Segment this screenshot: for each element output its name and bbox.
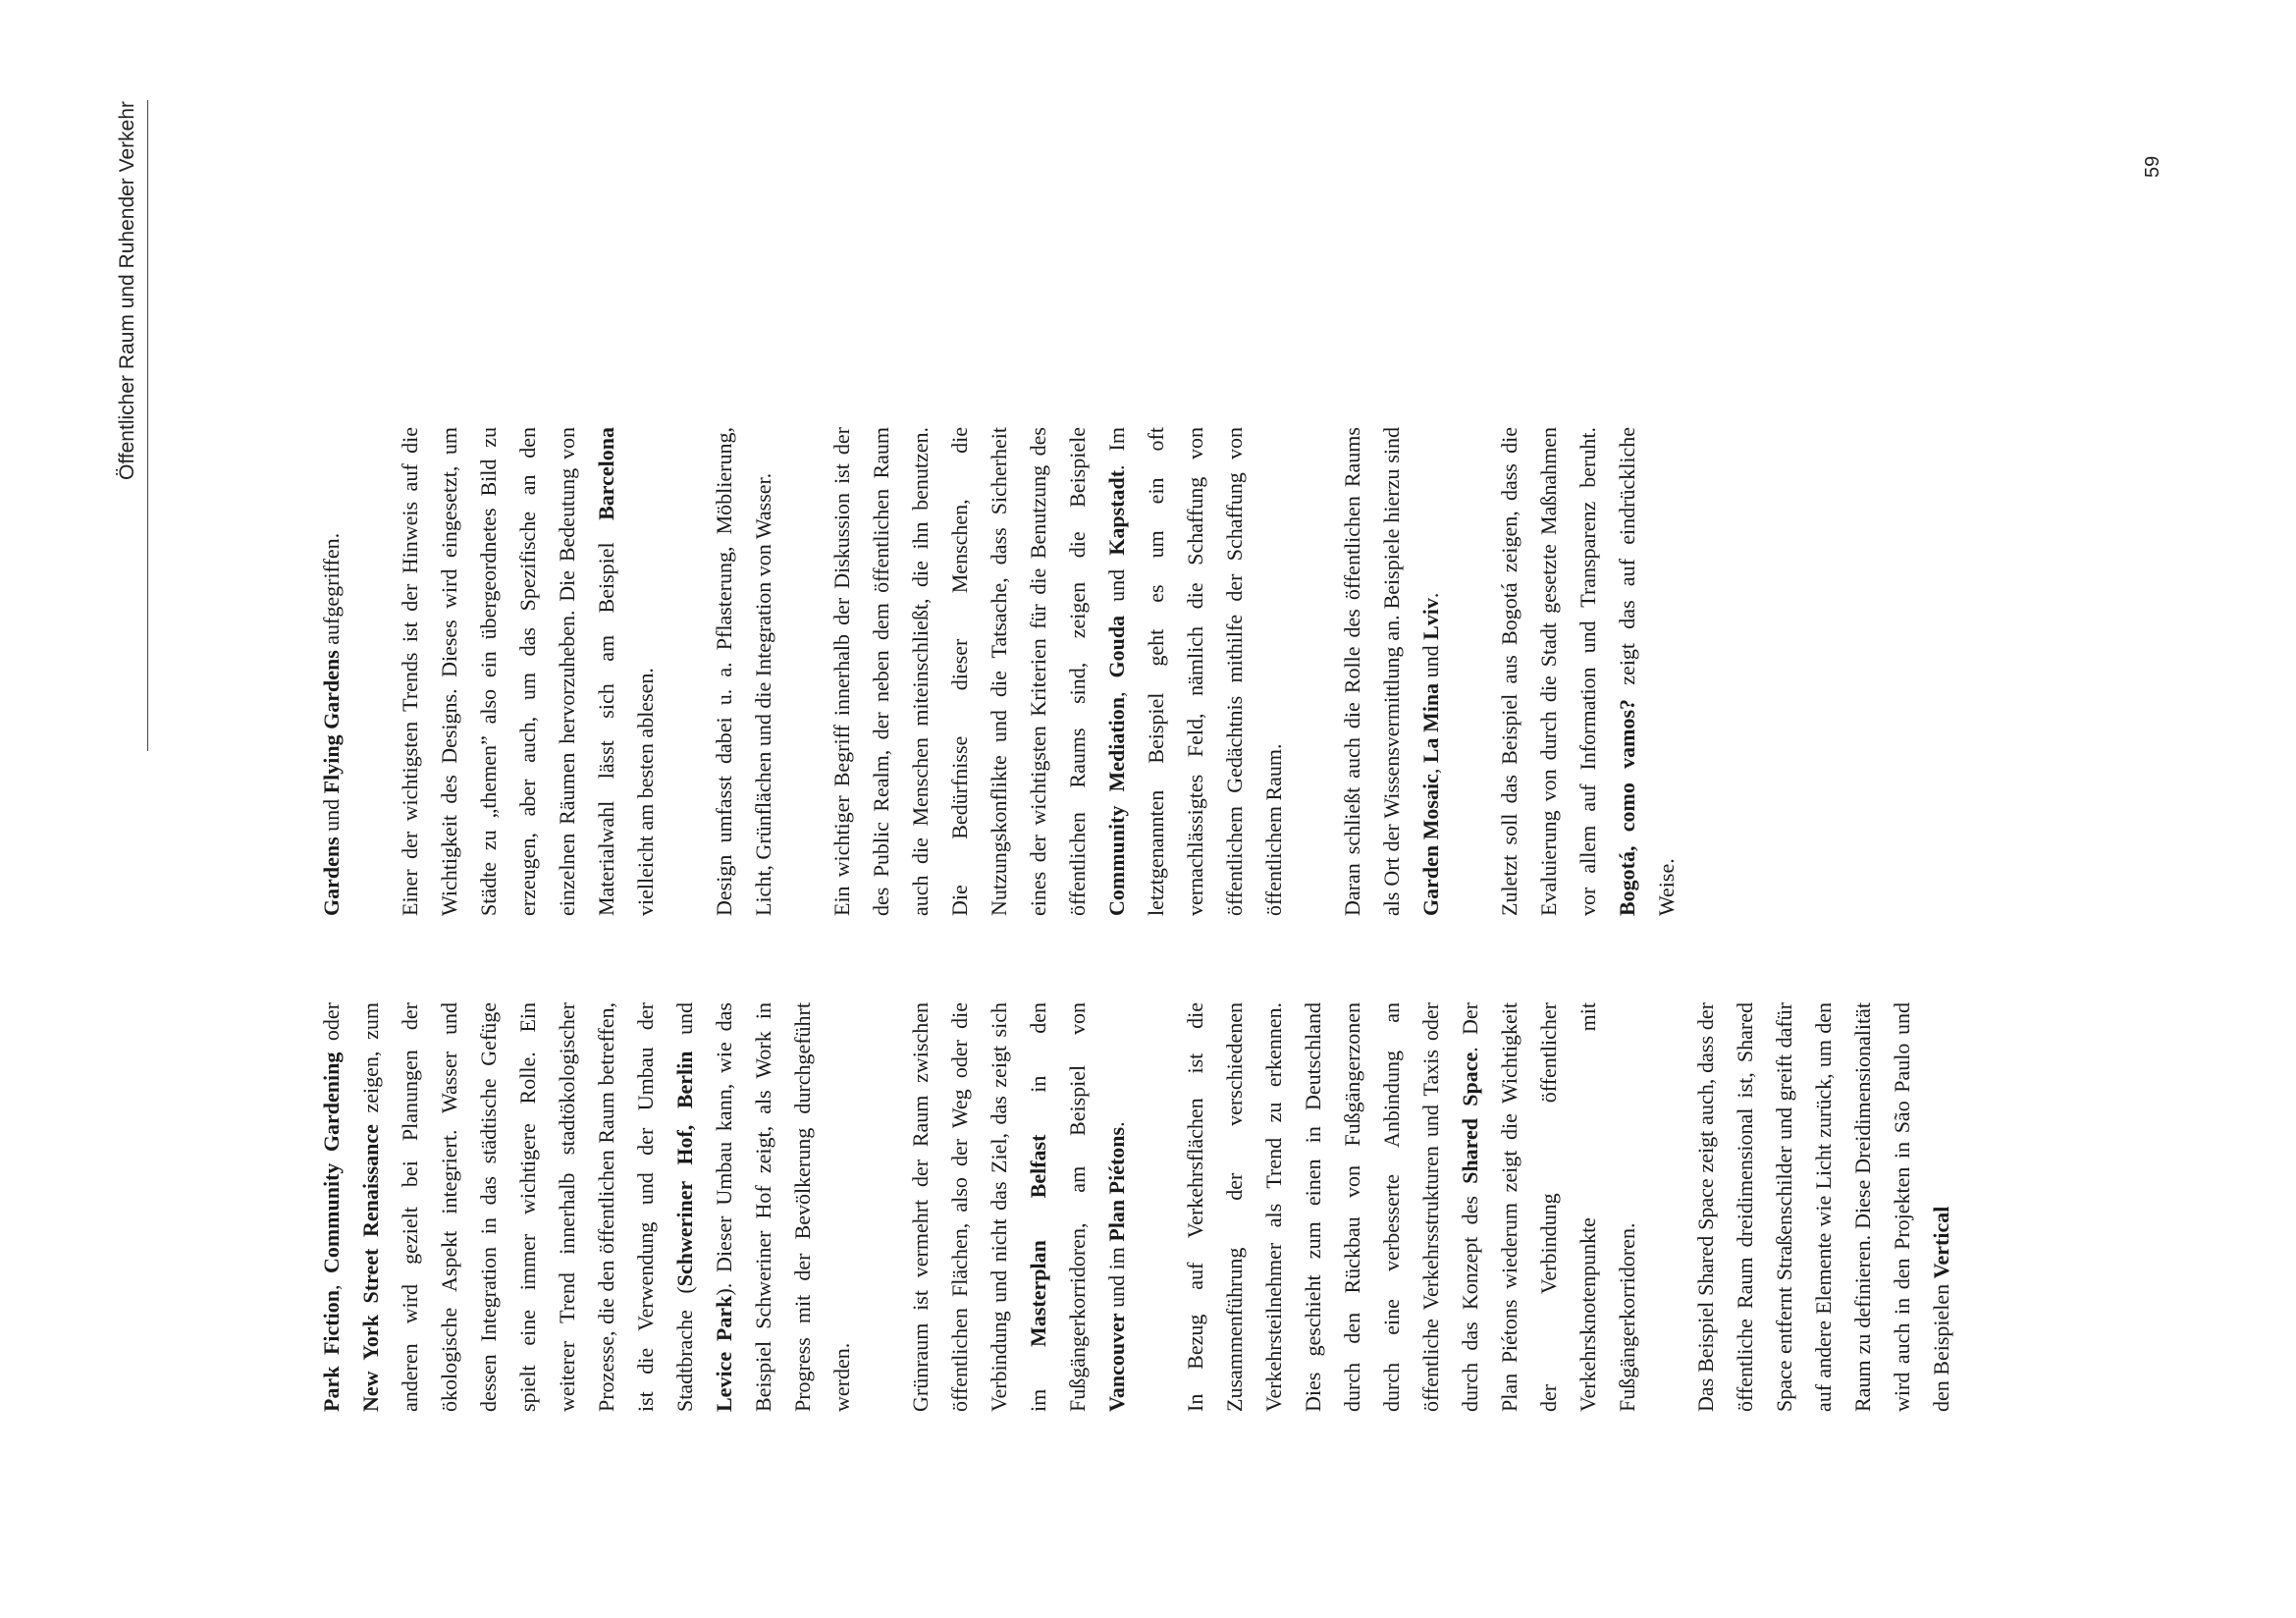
bold-term: Schweriner Hof, Berlin (672, 1051, 697, 1287)
bold-term: Shared Space (1458, 1052, 1482, 1184)
running-header: Öffentlicher Raum und Ruhender Verkehr (116, 101, 138, 480)
text-run: zeigt das auf eindrückliche Weise. (1615, 427, 1679, 916)
text-run: Das Beispiel Shared Space zeigt auch, dass der öffentliche Raum dreidimensional ist, Shared Space entfernt Straßenschilder und greift dafür auf andere Elemente wie Licht zurück, um den Raum zu definieren. Diese Dreidimensionalität wird auch in den Projekten in São Paulo und den Beispielen (1693, 1002, 1953, 1412)
text-run: , (1104, 677, 1129, 697)
text-run: . (1104, 1121, 1129, 1127)
text-run: ). Dieser Umbau kann, wie das Beispiel Schweriner Hof zeigt, als Work in Progress mit der Bevölkerung durchgeführt werden. (712, 1002, 854, 1412)
text-run: . (1418, 592, 1443, 599)
paragraph (312, 1002, 862, 1412)
text-run: Grünraum ist vermehrt der Raum zwischen öffentlichen Flächen, also der Weg oder die Verbindung und nicht das Ziel, das zeigt sich im (908, 1002, 1050, 1412)
paragraph (1490, 427, 1686, 916)
paragraph (823, 427, 1294, 916)
text-run: aufgegriffen. (319, 532, 344, 651)
text-run: , (319, 1273, 344, 1291)
bold-term: Gardens (319, 836, 344, 916)
text-run: , (1418, 763, 1443, 775)
text-run: und im (1104, 1241, 1129, 1314)
bold-term: Community Mediation (1104, 696, 1129, 916)
bold-term: Levice Park (712, 1295, 736, 1412)
bold-term: Vertical (1929, 1206, 1953, 1279)
paragraph (312, 427, 351, 916)
text-run: und (1418, 639, 1443, 683)
right-column (312, 427, 1726, 916)
text-run: . Im letztgenannten Beispiel geht es um ein oft vernachlässigtes Feld, nämlich die Schaffung von öffentlichem Gedächtnis mithilfe der Schaffung von öffentlichem Raum. (1104, 427, 1286, 916)
text-run: Zuletzt soll das Beispiel aus Bogotá zeigen, dass die Evaluierung von durch die Stadt gesetzte Maßnahmen vor allem auf Information und Transparenz beruht. (1497, 427, 1600, 916)
text-run: Ein wichtiger Begriff innerhalb der Diskussion ist der des Public Realm, der neben dem öffentlichen Raum auch die Menschen miteinschließt, die ihn benutzen. Die Bedürfnisse dieser Menschen, die Nutzungskonflikte und die Tatsache, dass Sicherheit eines der wichtigsten Kriterien für die Benutzung des öffentlichen Raums sind, zeigen die Beispiele (829, 427, 1090, 916)
text-run: oder (319, 1002, 344, 1052)
bold-term: Barcelona (594, 427, 618, 520)
bold-term: La Mina (1418, 682, 1443, 764)
text-run: . Der Plan Piétons wiederum zeigt die Wichtigkeit der Verbindung öffentlicher Verkehrsknotenpunkte mit Fußgängerkorridoren. (1458, 1002, 1639, 1412)
text-run: und (672, 1001, 697, 1052)
paragraph (705, 427, 783, 916)
paragraph (1333, 427, 1451, 916)
bold-term: Flying Gardens (319, 650, 344, 794)
bold-term: Vancouver (1104, 1313, 1129, 1412)
bold-term: Gouda (1104, 615, 1129, 678)
text-run: in den Fußgängerkorridoren, am Beispiel von (1026, 1002, 1090, 1412)
text-run: Daran schließt auch die Rolle des öffentlichen Raums als Ort der Wissensvermittlung an. Beispiele hierzu sind (1340, 427, 1404, 916)
paragraph (391, 427, 666, 916)
text-run: und (319, 793, 344, 837)
left-column (312, 1002, 2001, 1412)
bold-term: Kapstadt (1104, 469, 1129, 556)
text-run: Design umfasst dabei u. a. Pflasterung, Möblierung, Licht, Grünflächen und die Integration von Wasser. (712, 427, 775, 916)
paragraph (901, 1002, 1137, 1412)
bold-term: Plan Piétons (1104, 1126, 1129, 1242)
bold-term: Masterplan Belfast (1026, 1134, 1050, 1347)
header-rule (147, 100, 148, 751)
bold-term: Community Gardening (319, 1052, 344, 1274)
text-run: vielleicht am besten ablesen. (633, 668, 658, 916)
text-run: Einer der wichtigsten Trends ist der Hinweis auf die Wichtigkeit des Designs. Dieses wird eingesetzt, um Städte zu „themen” also ein übergeordnetes Bild zu erzeugen, aber auch, um das Spezifische an den einzelnen Räumen hervorzuheben. Die Bedeutung von Materialwahl lässt sich am Beispiel (398, 427, 618, 916)
paragraph (1686, 1002, 1961, 1412)
text-run: und (1104, 555, 1129, 616)
text-run: In Bezug auf Verkehrsflächen ist die Zusammenführung der verschiedenen Verkehrsteilnehmer als Trend zu erkennen. Dies geschieht zum einen in Deutschland durch den Rückbau von Fußgängerzonen durch eine verbesserte Anbindung an öffentliche Verkehrsstrukturen und Taxis oder durch das Konzept des (1183, 1002, 1482, 1412)
bold-term: New York Street Renaissance (358, 1124, 383, 1412)
bold-term: Park Fiction (319, 1290, 344, 1412)
bold-term: Lviv (1418, 598, 1443, 640)
bold-term: Garden Mosaic (1418, 774, 1443, 916)
bold-term: Bogotá, como vamos? (1615, 698, 1639, 916)
text-run: zeigen, zum anderen wird gezielt bei Planungen der ökologische Aspekt integriert. Wasser und dessen Integration in das städtische Gefüge spielt eine immer wichtigere Rolle. Ein weiterer Trend innerhalb stadtökologischer Prozesse, die den öffentlichen Raum betreffen, ist die Verwendung und der Umbau der Stadtbrache ( (358, 1002, 697, 1412)
page-number: 59 (2142, 155, 2163, 178)
paragraph (1176, 1002, 1647, 1412)
